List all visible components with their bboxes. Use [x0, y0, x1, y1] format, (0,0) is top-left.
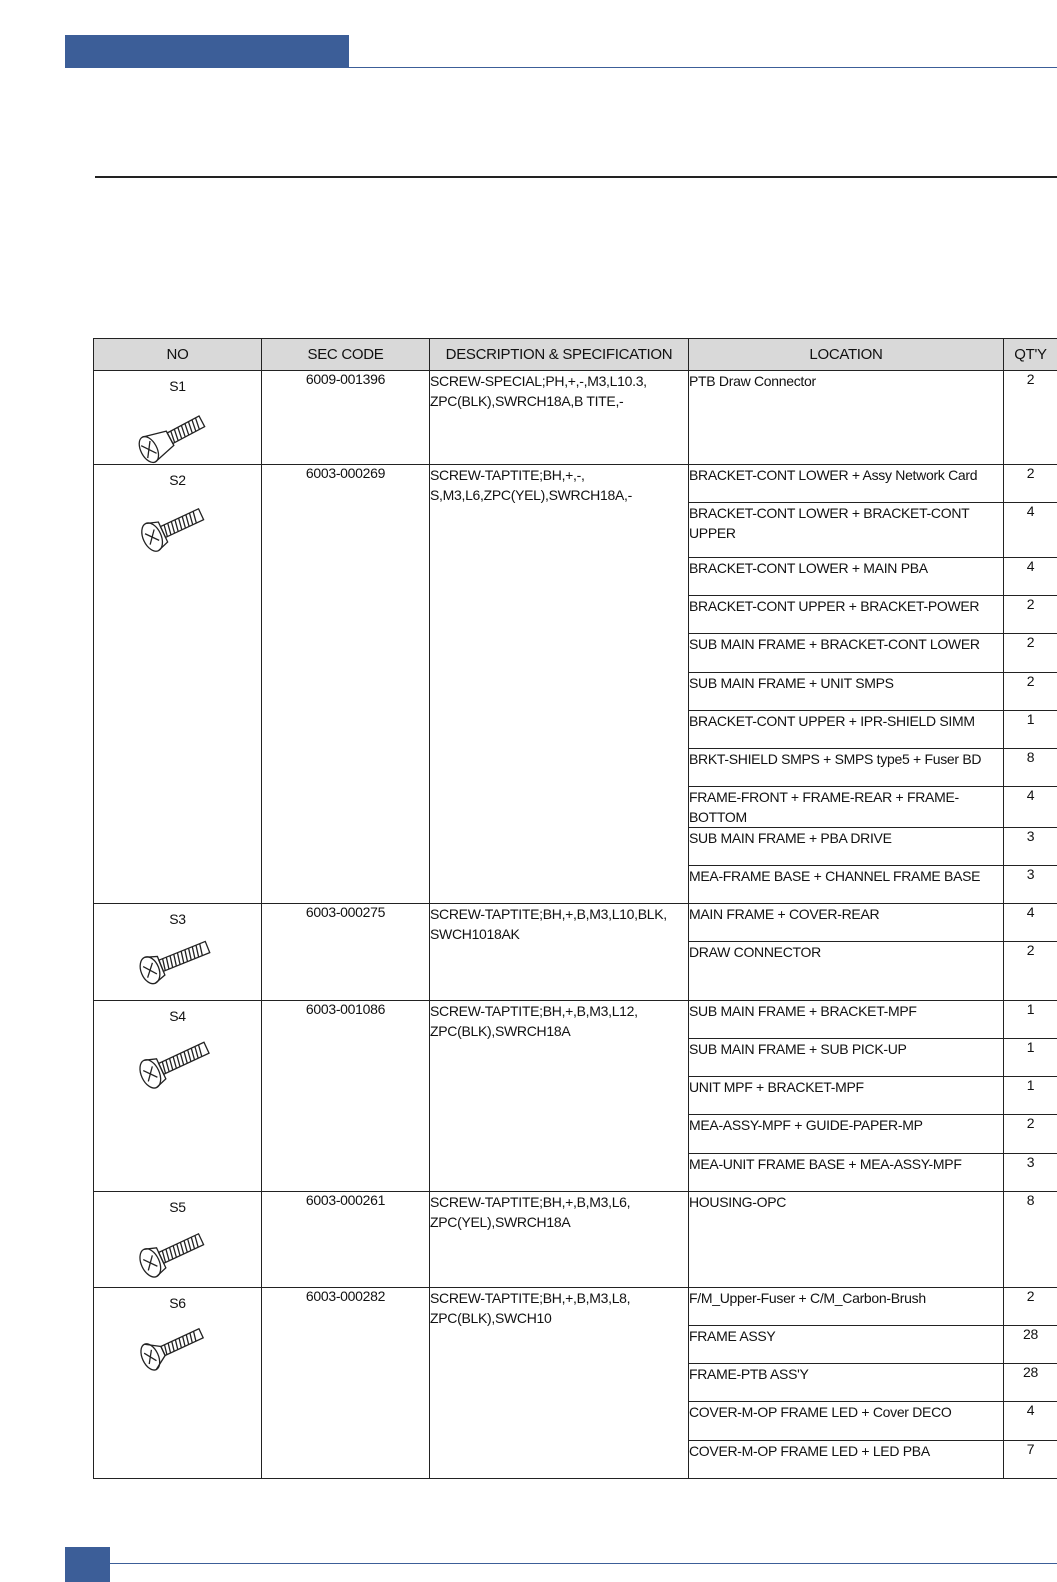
table-row	[94, 371, 1057, 465]
quantity: 3	[1004, 1154, 1057, 1192]
location: FRAME-PTB ASS'Y	[689, 1364, 1004, 1402]
screw-long-pan-head-icon	[133, 935, 223, 987]
location: PTB Draw Connector	[689, 371, 1004, 465]
sec-code: 6003-000269	[262, 465, 430, 904]
table-row	[94, 1001, 1057, 1039]
sec-code: 6003-001086	[262, 1001, 430, 1192]
quantity: 2	[1004, 634, 1057, 673]
location: SUB MAIN FRAME + UNIT SMPS	[689, 673, 1004, 711]
quantity: 7	[1004, 1441, 1057, 1479]
screw-parts-table	[93, 338, 1057, 1479]
quantity: 2	[1004, 1288, 1057, 1326]
part-no-cell	[94, 1288, 262, 1479]
location: SUB MAIN FRAME + SUB PICK-UP	[689, 1039, 1004, 1077]
part-no: S5	[169, 1199, 186, 1215]
header-banner	[65, 35, 349, 68]
location: MEA-FRAME BASE + CHANNEL FRAME BASE	[689, 866, 1004, 904]
quantity: 2	[1004, 673, 1057, 711]
table-row	[94, 1192, 1057, 1288]
table-row	[94, 1288, 1057, 1326]
quantity: 8	[1004, 1192, 1057, 1288]
quantity: 1	[1004, 1001, 1057, 1039]
description: SCREW-SPECIAL;PH,+,-,M3,L10.3, ZPC(BLK),SWRCH18A,B TITE,-	[430, 371, 689, 465]
location: F/M_Upper-Fuser + C/M_Carbon-Brush	[689, 1288, 1004, 1326]
header-qty: QT'Y	[1004, 339, 1057, 371]
table-row	[94, 465, 1057, 503]
part-no-cell	[94, 1192, 262, 1288]
part-no-cell	[94, 371, 262, 465]
location: BRACKET-CONT LOWER + Assy Network Card	[689, 465, 1004, 503]
screw-pan-head-icon	[133, 1223, 223, 1281]
description: SCREW-TAPTITE;BH,+,-, S,M3,L6,ZPC(YEL),SWRCH18A,-	[430, 465, 689, 904]
header-no: NO	[94, 339, 262, 371]
quantity: 8	[1004, 749, 1057, 787]
location: FRAME-FRONT + FRAME-REAR + FRAME-BOTTOM	[689, 787, 1004, 828]
location: FRAME ASSY	[689, 1326, 1004, 1364]
table-header-row	[94, 339, 1057, 371]
location: COVER-M-OP FRAME LED + LED PBA	[689, 1441, 1004, 1479]
quantity: 28	[1004, 1364, 1057, 1402]
part-no: S4	[169, 1008, 186, 1024]
quantity: 4	[1004, 904, 1057, 942]
quantity: 4	[1004, 787, 1057, 828]
part-no-cell	[94, 1001, 262, 1192]
screw-flat-head-icon	[133, 1319, 223, 1377]
header-divider	[349, 67, 1057, 68]
description: SCREW-TAPTITE;BH,+,B,M3,L8, ZPC(BLK),SWCH10	[430, 1288, 689, 1479]
location: SUB MAIN FRAME + PBA DRIVE	[689, 828, 1004, 866]
location: MEA-ASSY-MPF + GUIDE-PAPER-MP	[689, 1115, 1004, 1154]
table-row	[94, 904, 1057, 942]
part-no-cell	[94, 904, 262, 1001]
sec-code: 6003-000282	[262, 1288, 430, 1479]
location: MAIN FRAME + COVER-REAR	[689, 904, 1004, 942]
quantity: 3	[1004, 866, 1057, 904]
quantity: 4	[1004, 503, 1057, 558]
location: DRAW CONNECTOR	[689, 942, 1004, 1001]
location: BRKT-SHIELD SMPS + SMPS type5 + Fuser BD	[689, 749, 1004, 787]
quantity: 4	[1004, 558, 1057, 596]
description: SCREW-TAPTITE;BH,+,B,M3,L10,BLK, SWCH1018AK	[430, 904, 689, 1001]
footer-page-box	[65, 1547, 110, 1582]
quantity: 3	[1004, 828, 1057, 866]
description: SCREW-TAPTITE;BH,+,B,M3,L12, ZPC(BLK),SWRCH18A	[430, 1001, 689, 1192]
location: HOUSING-OPC	[689, 1192, 1004, 1288]
footer-divider	[110, 1563, 1057, 1564]
location: BRACKET-CONT UPPER + BRACKET-POWER	[689, 596, 1004, 634]
part-no: S2	[169, 472, 186, 488]
screw-long-pan-head-icon	[133, 1032, 223, 1094]
header-description: DESCRIPTION & SPECIFICATION	[430, 339, 689, 371]
sec-code: 6009-001396	[262, 371, 430, 465]
location: UNIT MPF + BRACKET-MPF	[689, 1077, 1004, 1115]
location: BRACKET-CONT UPPER + IPR-SHIELD SIMM	[689, 711, 1004, 749]
location: SUB MAIN FRAME + BRACKET-CONT LOWER	[689, 634, 1004, 673]
quantity: 2	[1004, 942, 1057, 1001]
part-no: S6	[169, 1295, 186, 1311]
title-rule	[95, 176, 1057, 178]
sec-code: 6003-000275	[262, 904, 430, 1001]
screw-shoulder-icon	[133, 402, 223, 464]
sec-code: 6003-000261	[262, 1192, 430, 1288]
description: SCREW-TAPTITE;BH,+,B,M3,L6, ZPC(YEL),SWRCH18A	[430, 1192, 689, 1288]
location: COVER-M-OP FRAME LED + Cover DECO	[689, 1402, 1004, 1441]
location: BRACKET-CONT LOWER + BRACKET-CONT UPPER	[689, 503, 1004, 558]
screw-pan-head-icon	[133, 496, 223, 558]
quantity: 2	[1004, 465, 1057, 503]
location: SUB MAIN FRAME + BRACKET-MPF	[689, 1001, 1004, 1039]
quantity: 2	[1004, 1115, 1057, 1154]
quantity: 1	[1004, 1039, 1057, 1077]
part-no: S1	[169, 378, 186, 394]
header-location: LOCATION	[689, 339, 1004, 371]
part-no-cell	[94, 465, 262, 904]
location: MEA-UNIT FRAME BASE + MEA-ASSY-MPF	[689, 1154, 1004, 1192]
quantity: 28	[1004, 1326, 1057, 1364]
location: BRACKET-CONT LOWER + MAIN PBA	[689, 558, 1004, 596]
part-no: S3	[169, 911, 186, 927]
quantity: 1	[1004, 711, 1057, 749]
header-sec-code: SEC CODE	[262, 339, 430, 371]
quantity: 2	[1004, 371, 1057, 465]
quantity: 1	[1004, 1077, 1057, 1115]
quantity: 4	[1004, 1402, 1057, 1441]
quantity: 2	[1004, 596, 1057, 634]
